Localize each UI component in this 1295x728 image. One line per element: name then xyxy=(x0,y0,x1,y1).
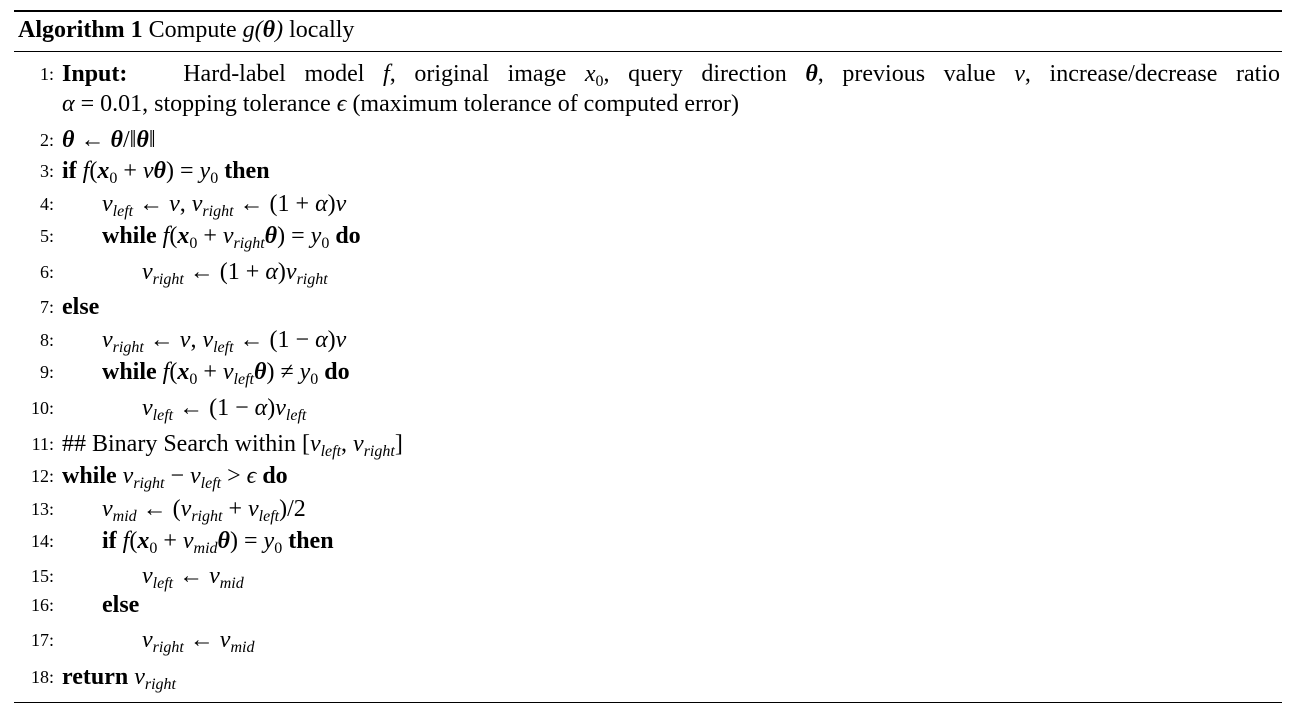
caption-rule xyxy=(14,51,1282,52)
while-keyword: while xyxy=(102,359,157,385)
top-rule xyxy=(14,10,1282,12)
line-code: $v_{right}$ ← $v_{mid}$ xyxy=(142,627,255,656)
line-number: 13: xyxy=(30,499,54,519)
input-line-1: Input: Hard-label model f, original image $x_0$, query direction θ, previous value v, increase/decrease ratio xyxy=(62,61,1280,90)
line-code: return $v_{right}$ xyxy=(62,664,176,693)
algorithm-block xyxy=(14,10,1282,704)
line-number: 2: xyxy=(39,130,54,150)
line-number: 4: xyxy=(39,194,54,214)
line-number: 17: xyxy=(30,630,54,650)
line-code: while $v_{right} - v_{left} > \epsilon$ do xyxy=(62,463,288,492)
algorithm-title-suffix: locally xyxy=(283,17,355,43)
while-keyword: while xyxy=(62,463,117,489)
if-keyword: if xyxy=(102,528,117,554)
line-code: ## Binary Search within [$v_{left}$, $v_{right}$] xyxy=(62,431,403,460)
line-number: 10: xyxy=(30,398,54,418)
line-number: 3: xyxy=(39,161,54,181)
do-keyword: do xyxy=(324,359,350,385)
line-code: $v_{right}$ ← v, $v_{left}$ ← (1 − α)v xyxy=(102,327,347,356)
line-code: θ ← θ/‖θ‖ xyxy=(62,127,156,153)
line-number: 6: xyxy=(39,262,54,282)
then-keyword: then xyxy=(288,528,334,554)
bottom-rule xyxy=(14,702,1282,703)
line-number: 1: xyxy=(39,64,54,84)
line-code: while $f(x_0 + v_{left}\theta) \ne y_0$ do xyxy=(102,359,350,388)
return-keyword: return xyxy=(62,664,129,690)
line-code: $v_{left}$ ← $v_{mid}$ xyxy=(142,563,244,592)
line-number: 16: xyxy=(30,595,54,615)
line-code: if $f(x_0 + v_{mid}\theta) = y_0$ then xyxy=(102,528,334,557)
if-keyword: if xyxy=(62,158,77,184)
while-keyword: while xyxy=(102,223,157,249)
line-number: 8: xyxy=(39,330,54,350)
else-keyword: else xyxy=(102,592,140,618)
line-number: 12: xyxy=(30,466,54,486)
algorithm-title-prefix: Compute xyxy=(148,17,243,43)
then-keyword: then xyxy=(224,158,270,184)
line-code: $v_{left}$ ← $(1 - \alpha)v_{left}$ xyxy=(142,395,307,424)
line-number: 14: xyxy=(30,531,54,551)
do-keyword: do xyxy=(262,463,288,489)
line-code: if $f(x_0 + v\theta) = y_0$ then xyxy=(62,158,270,187)
algorithm-title-math: g(θ) xyxy=(242,17,284,43)
line-number: 15: xyxy=(30,566,54,586)
algorithm-caption xyxy=(18,16,354,44)
line-code: $v_{right}$ ← $(1 + \alpha)v_{right}$ xyxy=(142,259,328,288)
line-number: 5: xyxy=(39,226,54,246)
line-code: $v_{mid}$ ← $(v_{right} + v_{left})/2$ xyxy=(102,496,306,525)
comment-text: ## Binary Search within xyxy=(62,431,302,457)
line-number: 7: xyxy=(39,297,54,317)
algorithm-label: Algorithm 1 xyxy=(18,17,143,43)
do-keyword: do xyxy=(335,223,361,249)
line-number: 11: xyxy=(31,434,54,454)
input-keyword: Input: xyxy=(62,61,128,87)
line-code: while $f(x_0 + v_{right}\theta) = y_0$ do xyxy=(102,223,361,252)
else-keyword: else xyxy=(62,294,100,320)
line-number: 18: xyxy=(30,667,54,687)
line-code: $v_{left}$ ← v, $v_{right}$ ← (1 + α)v xyxy=(102,191,347,220)
line-number: 9: xyxy=(39,362,54,382)
line-code xyxy=(62,59,1282,119)
input-line-2: α = 0.01, stopping tolerance ϵ (maximum tolerance of computed error) xyxy=(62,91,739,117)
